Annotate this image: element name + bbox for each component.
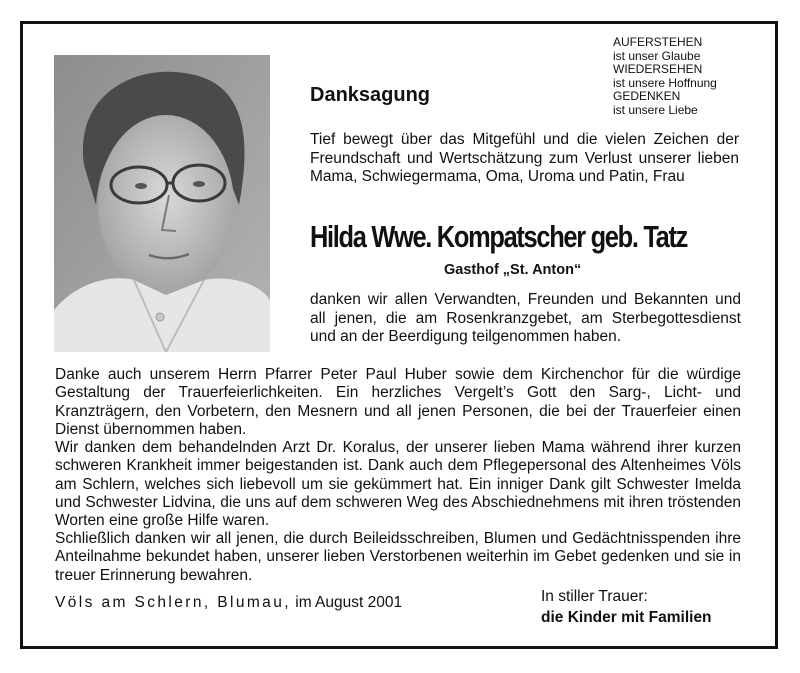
place: Völs am Schlern, Blumau, [55,594,291,611]
signature-intro: In stiller Trauer: [541,588,648,605]
motto-block [613,36,717,117]
deceased-name: Hilda Wwe. Kompatscher geb. Tatz [310,219,688,254]
portrait-photo [54,55,270,352]
subtitle: Gasthof „St. Anton“ [444,262,582,278]
motto-line: ist unsere Liebe [613,102,698,117]
date: im August 2001 [295,594,403,611]
paragraph: Schließlich danken wir all jenen, die durch Beileidsschreiben, Blumen und Gedächtnisspenden ihre Anteilnahme bekundet haben, unserer lieben Verstorbenen weiterhin im Gebet gedenken und sie in treuer Erinnerung bewahren. [55,530,741,584]
thanks-text: danken wir allen Verwandten, Freunden und Bekannten und all jenen, die am Rosenkranzgebet, am Sterbegottesdienst und an der Beerdigung teilgenommen haben. [310,291,741,345]
motto-line: AUFERSTEHEN [613,35,703,49]
motto-line: ist unser Glaube [613,48,701,63]
place-date [55,594,402,612]
motto-line: WIEDERSEHEN [613,62,703,76]
paragraph: Danke auch unserem Herrn Pfarrer Peter Paul Huber sowie dem Kirchenchor für die würdige Gestaltung der Trauerfeierlichkeiten. Ein herzliches Vergelt’s Gott den Sarg-, Licht- und Kranzträgern, den Vorbetern, den Mesnern und all jenen Personen, die bei der Trauerfeier einen Dienst übernommen haben. [55,366,741,438]
motto-line: ist unsere Hoffnung [613,75,717,90]
motto-line: GEDENKEN [613,89,681,103]
page-title: Danksagung [310,84,431,106]
intro-text: Tief bewegt über das Mitgefühl und die vielen Zeichen der Freundschaft und Wertschätzung zum Verlust unserer lieben Mama, Schwiegermama, Oma, Uroma und Patin, Frau [310,131,739,185]
signature: die Kinder mit Familien [541,609,712,626]
paragraph: Wir danken dem behandelnden Arzt Dr. Koralus, der unserer lieben Mama während ihrer kurzen schweren Krankheit immer beigestanden ist. Dank auch dem Pflegepersonal des Altenheimes Völs am Schlern, welches sich liebevoll um sie gekümmert hat. Ein inniger Dank gilt Schwester Imelda und Schwester Lidvina, die uns auf dem schweren Weg des Abschiednehmens mit ihren tröstenden Worten eine große Hilfe waren. [55,439,741,530]
